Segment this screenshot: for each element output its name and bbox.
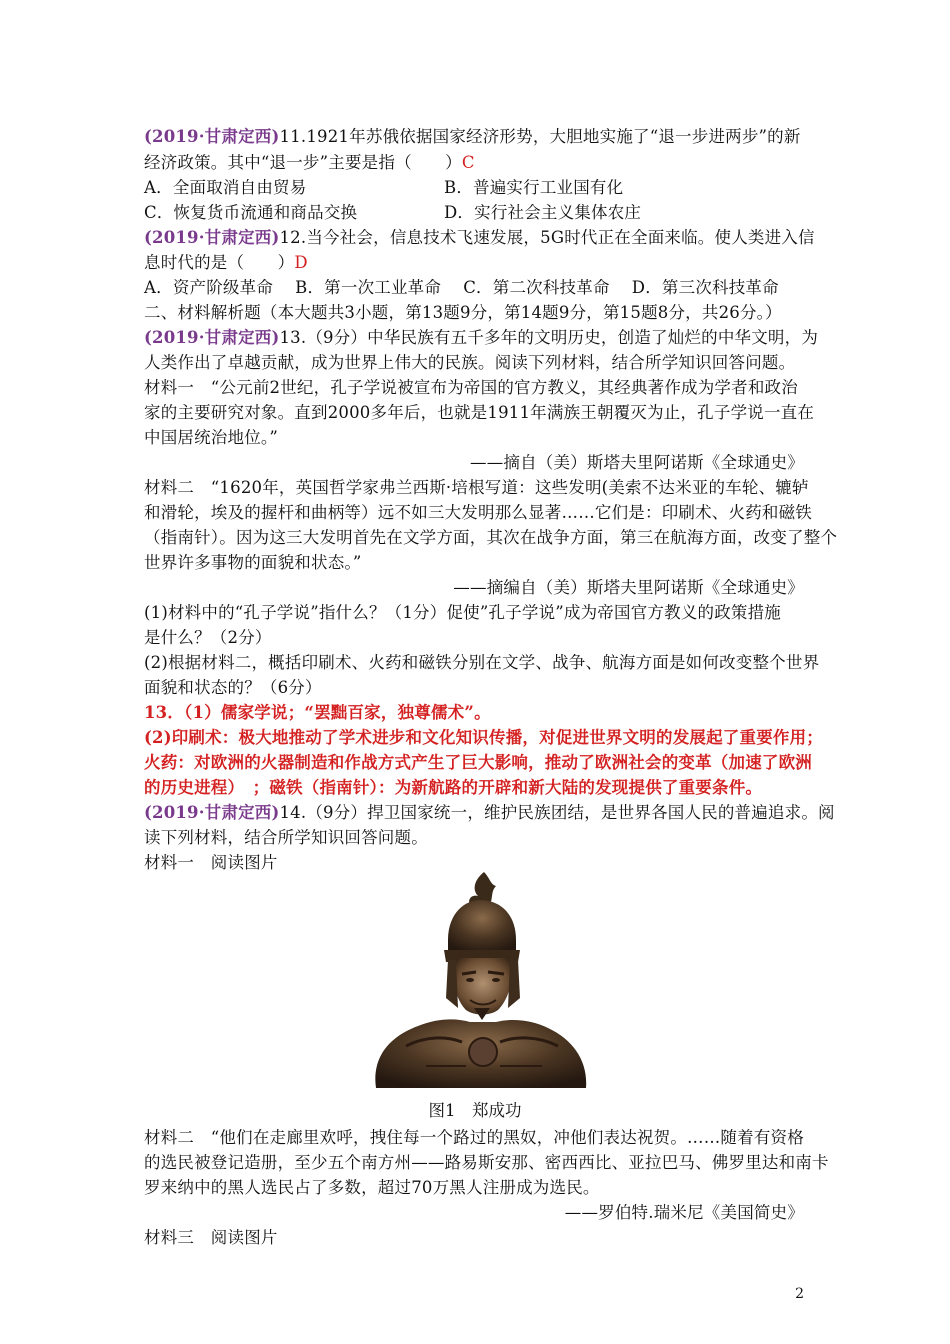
q12-answer: D bbox=[294, 253, 308, 272]
q12-options: A．资产阶级革命 B．第一次工业革命 C．第二次科技革命 D．第三次科技革命 bbox=[144, 278, 779, 297]
q12-stem-line2: 息时代的是（ ）D bbox=[144, 253, 308, 272]
statue-illustration bbox=[366, 870, 590, 1088]
q11-stem-line2: 经济政策。其中“退一步”主要是指（ ）C bbox=[144, 153, 475, 172]
q12-stem-line1: (2019·甘肃定西)12.当今社会，信息技术飞速发展，5G时代正在全面来临。使人类进入信 bbox=[144, 228, 815, 247]
q13-material2-line4: 世界许多事物的面貌和状态。” bbox=[144, 553, 362, 572]
q13-answer-line4: 的历史进程） ；磁铁（指南针）：为新航路的开辟和新大陆的发现提供了重要条件。 bbox=[144, 778, 763, 797]
q13-answer-line1: 13．（1）儒家学说；“罢黜百家，独尊儒术”。 bbox=[144, 703, 491, 722]
q13-answer-line3: 火药：对欧洲的火器制造和作战方式产生了巨大影响，推动了欧洲社会的变革（加速了欧洲 bbox=[144, 753, 812, 772]
q11-source: (2019·甘肃定西) bbox=[144, 127, 280, 146]
zheng-chenggong-statue-image bbox=[366, 870, 590, 1088]
q11-stem-line1: (2019·甘肃定西)11.1921年苏俄依据国家经济形势，大胆地实施了“退一步进两步”的新 bbox=[144, 127, 801, 146]
q11-option-a: A．全面取消自由贸易 bbox=[144, 178, 307, 197]
q14-material2-line2: 的选民被登记造册，至少五个南方州——路易斯安那、密西西比、亚拉巴马、佛罗里达和南卡 bbox=[144, 1153, 829, 1172]
q13-source: (2019·甘肃定西) bbox=[144, 328, 280, 347]
q13-question2-line1: (2)根据材料二，概括印刷术、火药和磁铁分别在文学、战争、航海方面是如何改变整个世界 bbox=[144, 653, 820, 672]
q13-stem-line2: 人类作出了卓越贡献，成为世界上伟大的民族。阅读下列材料，结合所学知识回答问题。 bbox=[144, 353, 796, 372]
q14-stem-line1: (2019·甘肃定西)14.（9分）捍卫国家统一，维护民族团结，是世界各国人民的普遍追求。阅 bbox=[144, 803, 835, 822]
q14-material2-citation: ——罗伯特.瑞米尼《美国简史》 bbox=[564, 1203, 804, 1222]
q14-source: (2019·甘肃定西) bbox=[144, 803, 280, 822]
q13-material1-citation: ——摘自（美）斯塔夫里阿诺斯《全球通史》 bbox=[470, 453, 804, 472]
q14-material2-line3: 罗来纳中的黑人选民占了多数，超过70万黑人注册成为选民。 bbox=[144, 1178, 600, 1197]
q12-source: (2019·甘肃定西) bbox=[144, 228, 280, 247]
q13-material2-line1: 材料二 “1620年，英国哲学家弗兰西斯·培根写道：这些发明(美索不达米亚的车轮、辘轳 bbox=[144, 478, 809, 497]
q11-option-c: C．恢复货币流通和商品交换 bbox=[144, 203, 358, 222]
figure-caption: 图1 郑成功 bbox=[428, 1101, 522, 1120]
q13-question1-line1: (1)材料中的“孔子学说”指什么？（1分）促使”孔子学说”成为帝国官方教义的政策措施 bbox=[144, 603, 782, 622]
q13-stem-line1: (2019·甘肃定西)13.（9分）中华民族有五千多年的文明历史，创造了灿烂的中华文明，为 bbox=[144, 328, 819, 347]
q13-material2-line2: 和滑轮，埃及的握杆和曲柄等）远不如三大发明那么显著……它们是：印刷术、火药和磁铁 bbox=[144, 503, 812, 522]
q13-material1-line3: 中国居统治地位。” bbox=[144, 428, 278, 447]
q14-material1-label: 材料一 阅读图片 bbox=[144, 853, 278, 872]
q13-material2-citation: ——摘编自（美）斯塔夫里阿诺斯《全球通史》 bbox=[453, 578, 804, 597]
q13-question2-line2: 面貌和状态的？（6分） bbox=[144, 678, 322, 697]
q14-material3-label: 材料三 阅读图片 bbox=[144, 1228, 278, 1247]
q11-option-d: D．实行社会主义集体农庄 bbox=[444, 203, 642, 222]
page-number: 2 bbox=[795, 1286, 804, 1302]
q14-stem-line2: 读下列材料，结合所学知识回答问题。 bbox=[144, 828, 428, 847]
q13-question1-line2: 是什么？（2分） bbox=[144, 628, 272, 647]
q13-material1-line1: 材料一 “公元前2世纪，孔子学说被宣布为帝国的官方教义，其经典著作成为学者和政治 bbox=[144, 378, 798, 397]
q11-option-b: B．普遍实行工业国有化 bbox=[444, 178, 624, 197]
q11-answer: C bbox=[461, 153, 475, 172]
section2-heading: 二、材料解析题（本大题共3小题，第13题9分，第14题9分，第15题8分，共26分。） bbox=[144, 303, 782, 322]
q14-material2-line1: 材料二 “他们在走廊里欢呼，拽住每一个路过的黑奴，冲他们表达祝贺。……随着有资格 bbox=[144, 1128, 804, 1147]
q13-answer-line2: (2)印刷术：极大地推动了学术进步和文化知识传播，对促进世界文明的发展起了重要作用； bbox=[144, 728, 823, 747]
q13-material2-line3: （指南针）。因为这三大发明首先在文学方面，其次在战争方面，第三在航海方面，改变了整个 bbox=[144, 528, 838, 547]
q13-material1-line2: 家的主要研究对象。直到2000多年后，也就是1911年满族王朝覆灭为止，孔子学说一直在 bbox=[144, 403, 815, 422]
